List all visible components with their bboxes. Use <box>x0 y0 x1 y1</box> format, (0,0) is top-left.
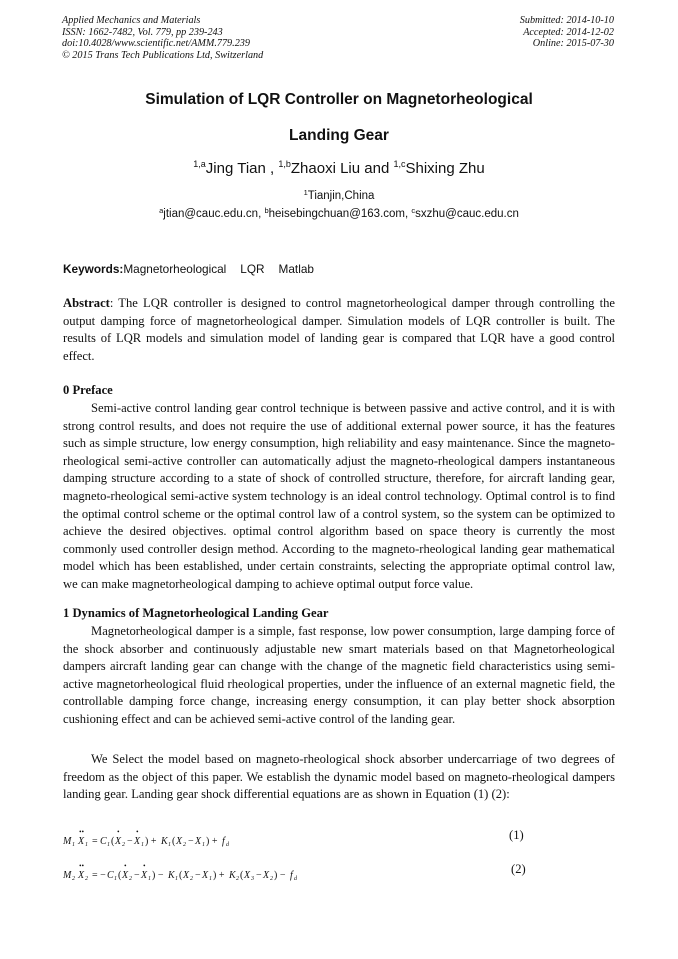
svg-text:d: d <box>226 842 229 848</box>
author-separator-and: and <box>360 160 394 177</box>
section-heading-dynamics: 1 Dynamics of Magnetorheological Landing Gear <box>63 606 329 620</box>
svg-text:) +: ) + <box>145 836 157 847</box>
email-c-superscript: c <box>411 206 416 215</box>
svg-text:C: C <box>107 870 114 881</box>
online-date: Online: 2015-07-30 <box>532 38 614 50</box>
dynamics-paragraph-1: Magnetorheological damper is a simple, fast response, low power consumption, large damping force of the shock absorber and continuously adjustable new smart materials based on that Magnetorheological dampers aircraft landing gear can change with the change of the magnetic field characteristics using semi-active magnetorheological fluid rheological properties, under the influence of an external magnetic field, the controllable damping force change, increasing energy consumption, it can play better shock absorption cushioning effect and can be achieved semi-active control of the landing gear. <box>63 624 615 726</box>
svg-text:2: 2 <box>183 842 186 848</box>
svg-text:f: f <box>290 870 293 881</box>
svg-text:X: X <box>176 836 183 847</box>
svg-text:−: − <box>195 870 201 881</box>
svg-text:••: •• <box>79 863 84 870</box>
affiliation <box>0 190 678 202</box>
svg-text:2: 2 <box>190 876 193 882</box>
svg-text:1: 1 <box>114 876 117 882</box>
svg-text:1: 1 <box>148 876 151 882</box>
svg-text:1: 1 <box>168 842 171 848</box>
submitted-date: Submitted: 2014-10-10 <box>519 15 614 26</box>
email-separator: , <box>405 208 412 220</box>
author-2-superscript: 1,b <box>278 159 291 169</box>
svg-text:−: − <box>127 836 133 847</box>
svg-text:2: 2 <box>129 876 132 882</box>
svg-text:X: X <box>78 870 85 881</box>
issn-line: ISSN: 1662-7482, Vol. 779, pp 239-243 <box>62 26 223 38</box>
svg-text:X: X <box>195 836 202 847</box>
svg-text:1: 1 <box>141 842 144 848</box>
svg-text:C: C <box>100 836 107 847</box>
svg-text:−: − <box>134 870 140 881</box>
author-separator-comma: , <box>265 160 279 177</box>
svg-text:M: M <box>63 870 72 881</box>
author-2-name: Zhaoxi Liu <box>290 160 361 177</box>
svg-text:= −: = − <box>92 870 106 881</box>
accepted-date: Accepted: 2014-12-02 <box>523 26 614 38</box>
dynamics-paragraph-2: We Select the model based on magneto-rheological shock absorber undercarriage of two degrees of freedom as the object of this paper. We establish the dynamic model based on magneto-rheological dampers landing gear. Landing gear shock differential equations are as shown in Equation (1) (2): <box>63 752 615 802</box>
equation-2 <box>63 863 323 885</box>
email-list <box>0 208 678 220</box>
svg-text:) +: ) + <box>206 836 218 847</box>
svg-text:1: 1 <box>209 876 212 882</box>
svg-text:M: M <box>63 836 72 847</box>
keyword-item: Magnetorheological <box>123 262 227 276</box>
author-list <box>0 160 678 177</box>
section-heading-preface: 0 Preface <box>63 383 113 397</box>
svg-text:2: 2 <box>122 842 125 848</box>
svg-text:) −: ) − <box>274 870 286 881</box>
equation-1 <box>63 829 263 851</box>
keywords-line <box>63 262 328 276</box>
paper-title-line-1: Simulation of LQR Controller on Magnetorheological <box>145 91 533 108</box>
svg-text:•: • <box>124 863 127 870</box>
svg-text:X: X <box>202 870 209 881</box>
svg-text:d: d <box>294 876 297 882</box>
svg-text:X: X <box>78 836 85 847</box>
abstract-label: Abstract <box>63 296 110 310</box>
svg-text:f: f <box>222 836 225 847</box>
svg-text:2: 2 <box>72 876 75 882</box>
svg-text:X: X <box>122 870 129 881</box>
svg-text:X: X <box>141 870 148 881</box>
svg-text:2: 2 <box>85 876 88 882</box>
author-1-superscript: 1,a <box>193 159 206 169</box>
email-a[interactable]: jtian@cauc.edu.cn <box>163 208 259 220</box>
svg-text:2: 2 <box>270 876 273 882</box>
doi-line: doi:10.4028/www.scientific.net/AMM.779.239 <box>62 38 250 50</box>
svg-text:•: • <box>117 829 120 836</box>
svg-text:X: X <box>244 870 251 881</box>
svg-text:X: X <box>183 870 190 881</box>
svg-text:3: 3 <box>251 876 254 882</box>
svg-text:X: X <box>115 836 122 847</box>
email-separator: , <box>258 208 265 220</box>
svg-text:1: 1 <box>72 842 75 848</box>
svg-text:K: K <box>161 836 168 847</box>
svg-text:(: ( <box>172 836 176 847</box>
author-3-superscript: 1,c <box>393 159 406 169</box>
affiliation-superscript: 1 <box>303 188 308 197</box>
svg-text:1: 1 <box>175 876 178 882</box>
svg-text:−: − <box>188 836 194 847</box>
svg-text:(: ( <box>118 870 122 881</box>
svg-text:••: •• <box>79 829 84 836</box>
svg-text:X: X <box>263 870 270 881</box>
keyword-item: Matlab <box>278 262 314 276</box>
email-b-superscript: b <box>264 206 269 215</box>
abstract-text: : The LQR controller is designed to control magnetorheological damper through controlling the output damping force of magnetorheological damper. Simulation models of LQR controller is built. The results of LQR models and simulation model of landing gear is compared that LQR have a good control effect. <box>63 296 615 363</box>
email-b[interactable]: heisebingchuan@163.com <box>268 208 405 220</box>
svg-text:=: = <box>92 836 98 847</box>
svg-text:1: 1 <box>85 842 88 848</box>
svg-text:1: 1 <box>107 842 110 848</box>
keyword-item: LQR <box>240 262 265 276</box>
svg-text:1: 1 <box>202 842 205 848</box>
keywords-label: Keywords: <box>63 262 124 276</box>
svg-text:2: 2 <box>236 876 239 882</box>
equation-2-number: (2) <box>511 862 526 876</box>
email-c[interactable]: sxzhu@cauc.edu.cn <box>415 208 519 220</box>
svg-text:X: X <box>134 836 141 847</box>
email-a-superscript: a <box>159 206 164 215</box>
preface-paragraph: Semi-active control landing gear control technique is between passive and active control, and it is with strong control results, and does not require the use of additional external power source, it has the features such as simple structure, low energy consumption, high reliability and easy maintenance. Since the magneto-rheological semi-active controller can automatically adjust the magneto-rheological dampers instantaneous damping structure according to a state of shock of controlled structure, therefore, for aircraft landing gear, magneto-rheological semi-active system technology is an ideal control technology. Optimal control is to find the optimal control scheme or the optimal control law of a control system, so the system can be optimized to achieve the desired objectives. optimal control algorithm based on space theory is currently the most commonly used controller design method. According to the magneto-rheological landing gear mathematical model which has been established, under certain constraints, selecting the appropriate optimal control law, we can make magnetorheological damping to achieve optimal output force value. <box>63 401 615 591</box>
abstract <box>63 295 615 365</box>
svg-text:•: • <box>143 863 146 870</box>
svg-text:(: ( <box>111 836 115 847</box>
journal-header <box>62 15 263 61</box>
svg-text:(: ( <box>179 870 183 881</box>
svg-text:K: K <box>229 870 236 881</box>
svg-text:(: ( <box>240 870 244 881</box>
svg-text:) −: ) − <box>152 870 164 881</box>
author-1-name: Jing Tian <box>205 160 266 177</box>
paper-title-line-2: Landing Gear <box>289 127 389 144</box>
copyright-line: © 2015 Trans Tech Publications Ltd, Switzerland <box>62 49 264 61</box>
author-3-name: Shixing Zhu <box>405 160 485 177</box>
dates-header <box>520 15 614 50</box>
equation-1-number: (1) <box>509 828 524 842</box>
svg-text:) +: ) + <box>213 870 225 881</box>
affiliation-text: Tianjin,China <box>307 190 375 202</box>
svg-text:−: − <box>256 870 262 881</box>
svg-text:K: K <box>168 870 175 881</box>
journal-name: Applied Mechanics and Materials <box>62 15 201 26</box>
svg-text:•: • <box>136 829 139 836</box>
